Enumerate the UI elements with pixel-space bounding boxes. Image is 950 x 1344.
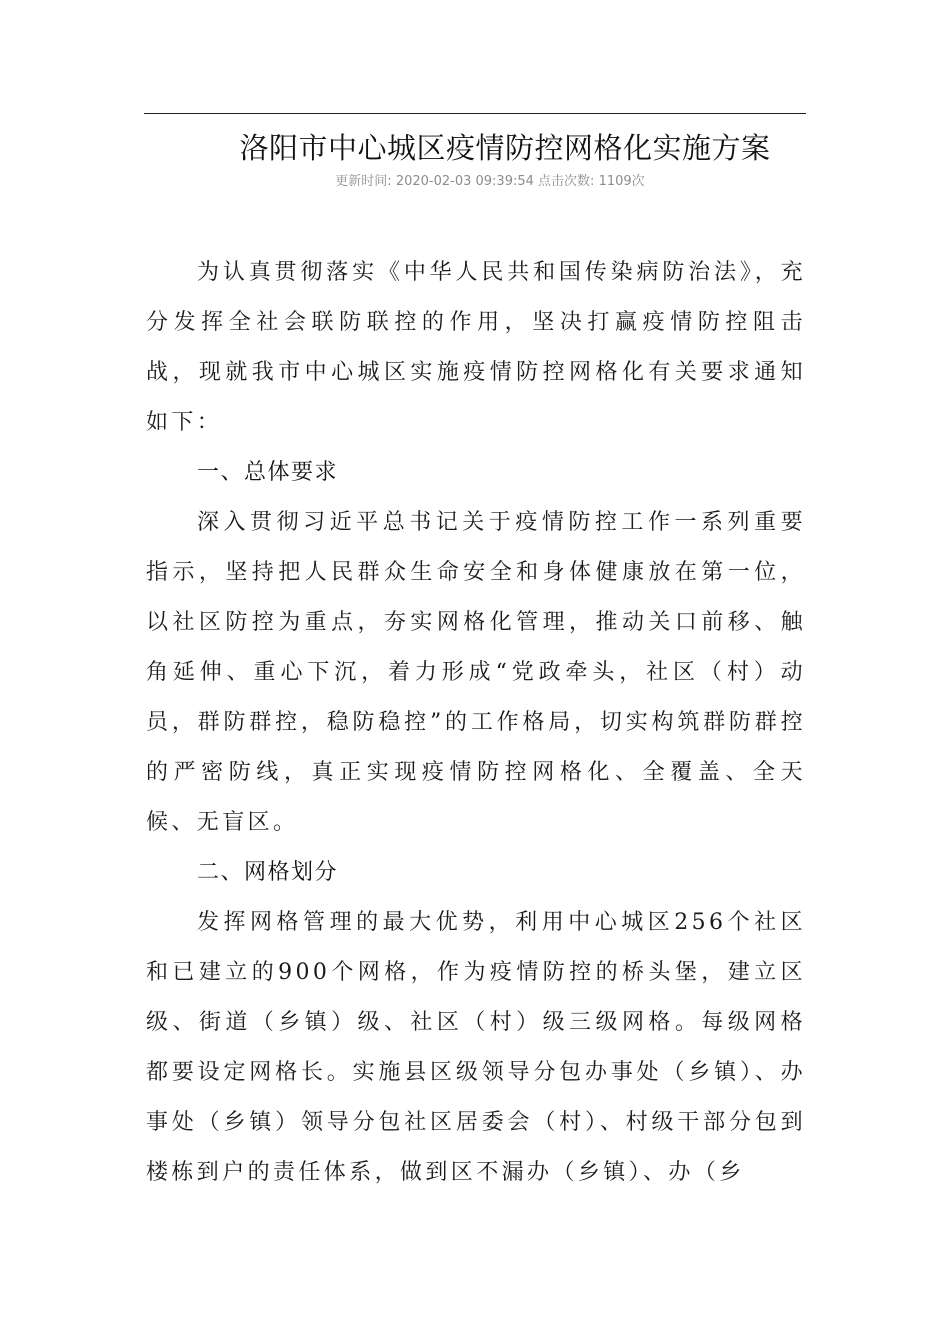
section2-paragraph: 发挥网格管理的最大优势，利用中心城区256个社区和已建立的900个网格，作为疫情防控的桥头堡，建立区级、街道（乡镇）级、社区（村）级三级网格。每级网格都要设定网格长。实施县区级领导分包办事处（乡镇）、办事处（乡镇）领导分包社区居委会（村）、村级干部分包到楼栋到户的责任体系，做到区不漏办（乡镇）、办（乡 (146, 910, 806, 1185)
section1-paragraph: 深入贯彻习近平总书记关于疫情防控工作一系列重要指示，坚持把人民群众生命安全和身体健康放在第一位，以社区防控为重点，夯实网格化管理，推动关口前移、触角延伸、重心下沉，着力形成“党政牵头，社区（村）动员，群防群控，稳防稳控”的工作格局，切实构筑群防群控的严密防线，真正实现疫情防控网格化、全覆盖、全天候、无盲区。 (146, 510, 806, 835)
clicks-label: 点击次数: (538, 174, 595, 189)
intro-paragraph: 为认真贯彻落实《中华人民共和国传染病防治法》，充分发挥全社会联防联控的作用，坚决打赢疫情防控阻击战，现就我市中心城区实施疫情防控网格化有关要求通知如下： (146, 260, 806, 435)
updated-value: 2020-02-03 09:39:54 (395, 174, 534, 189)
section-heading-grid-division: 二、网格划分 (197, 860, 339, 885)
section-heading-overall-requirements: 一、总体要求 (197, 460, 339, 485)
clicks-value: 1109 (598, 174, 632, 189)
updated-label: 更新时间: (335, 174, 392, 189)
article-body (146, 248, 806, 1198)
article-title: 洛阳市中心城区疫情防控网格化实施方案 (239, 131, 771, 165)
article-meta (0, 172, 950, 192)
clicks-unit: 次 (631, 174, 645, 189)
top-divider (144, 113, 806, 114)
